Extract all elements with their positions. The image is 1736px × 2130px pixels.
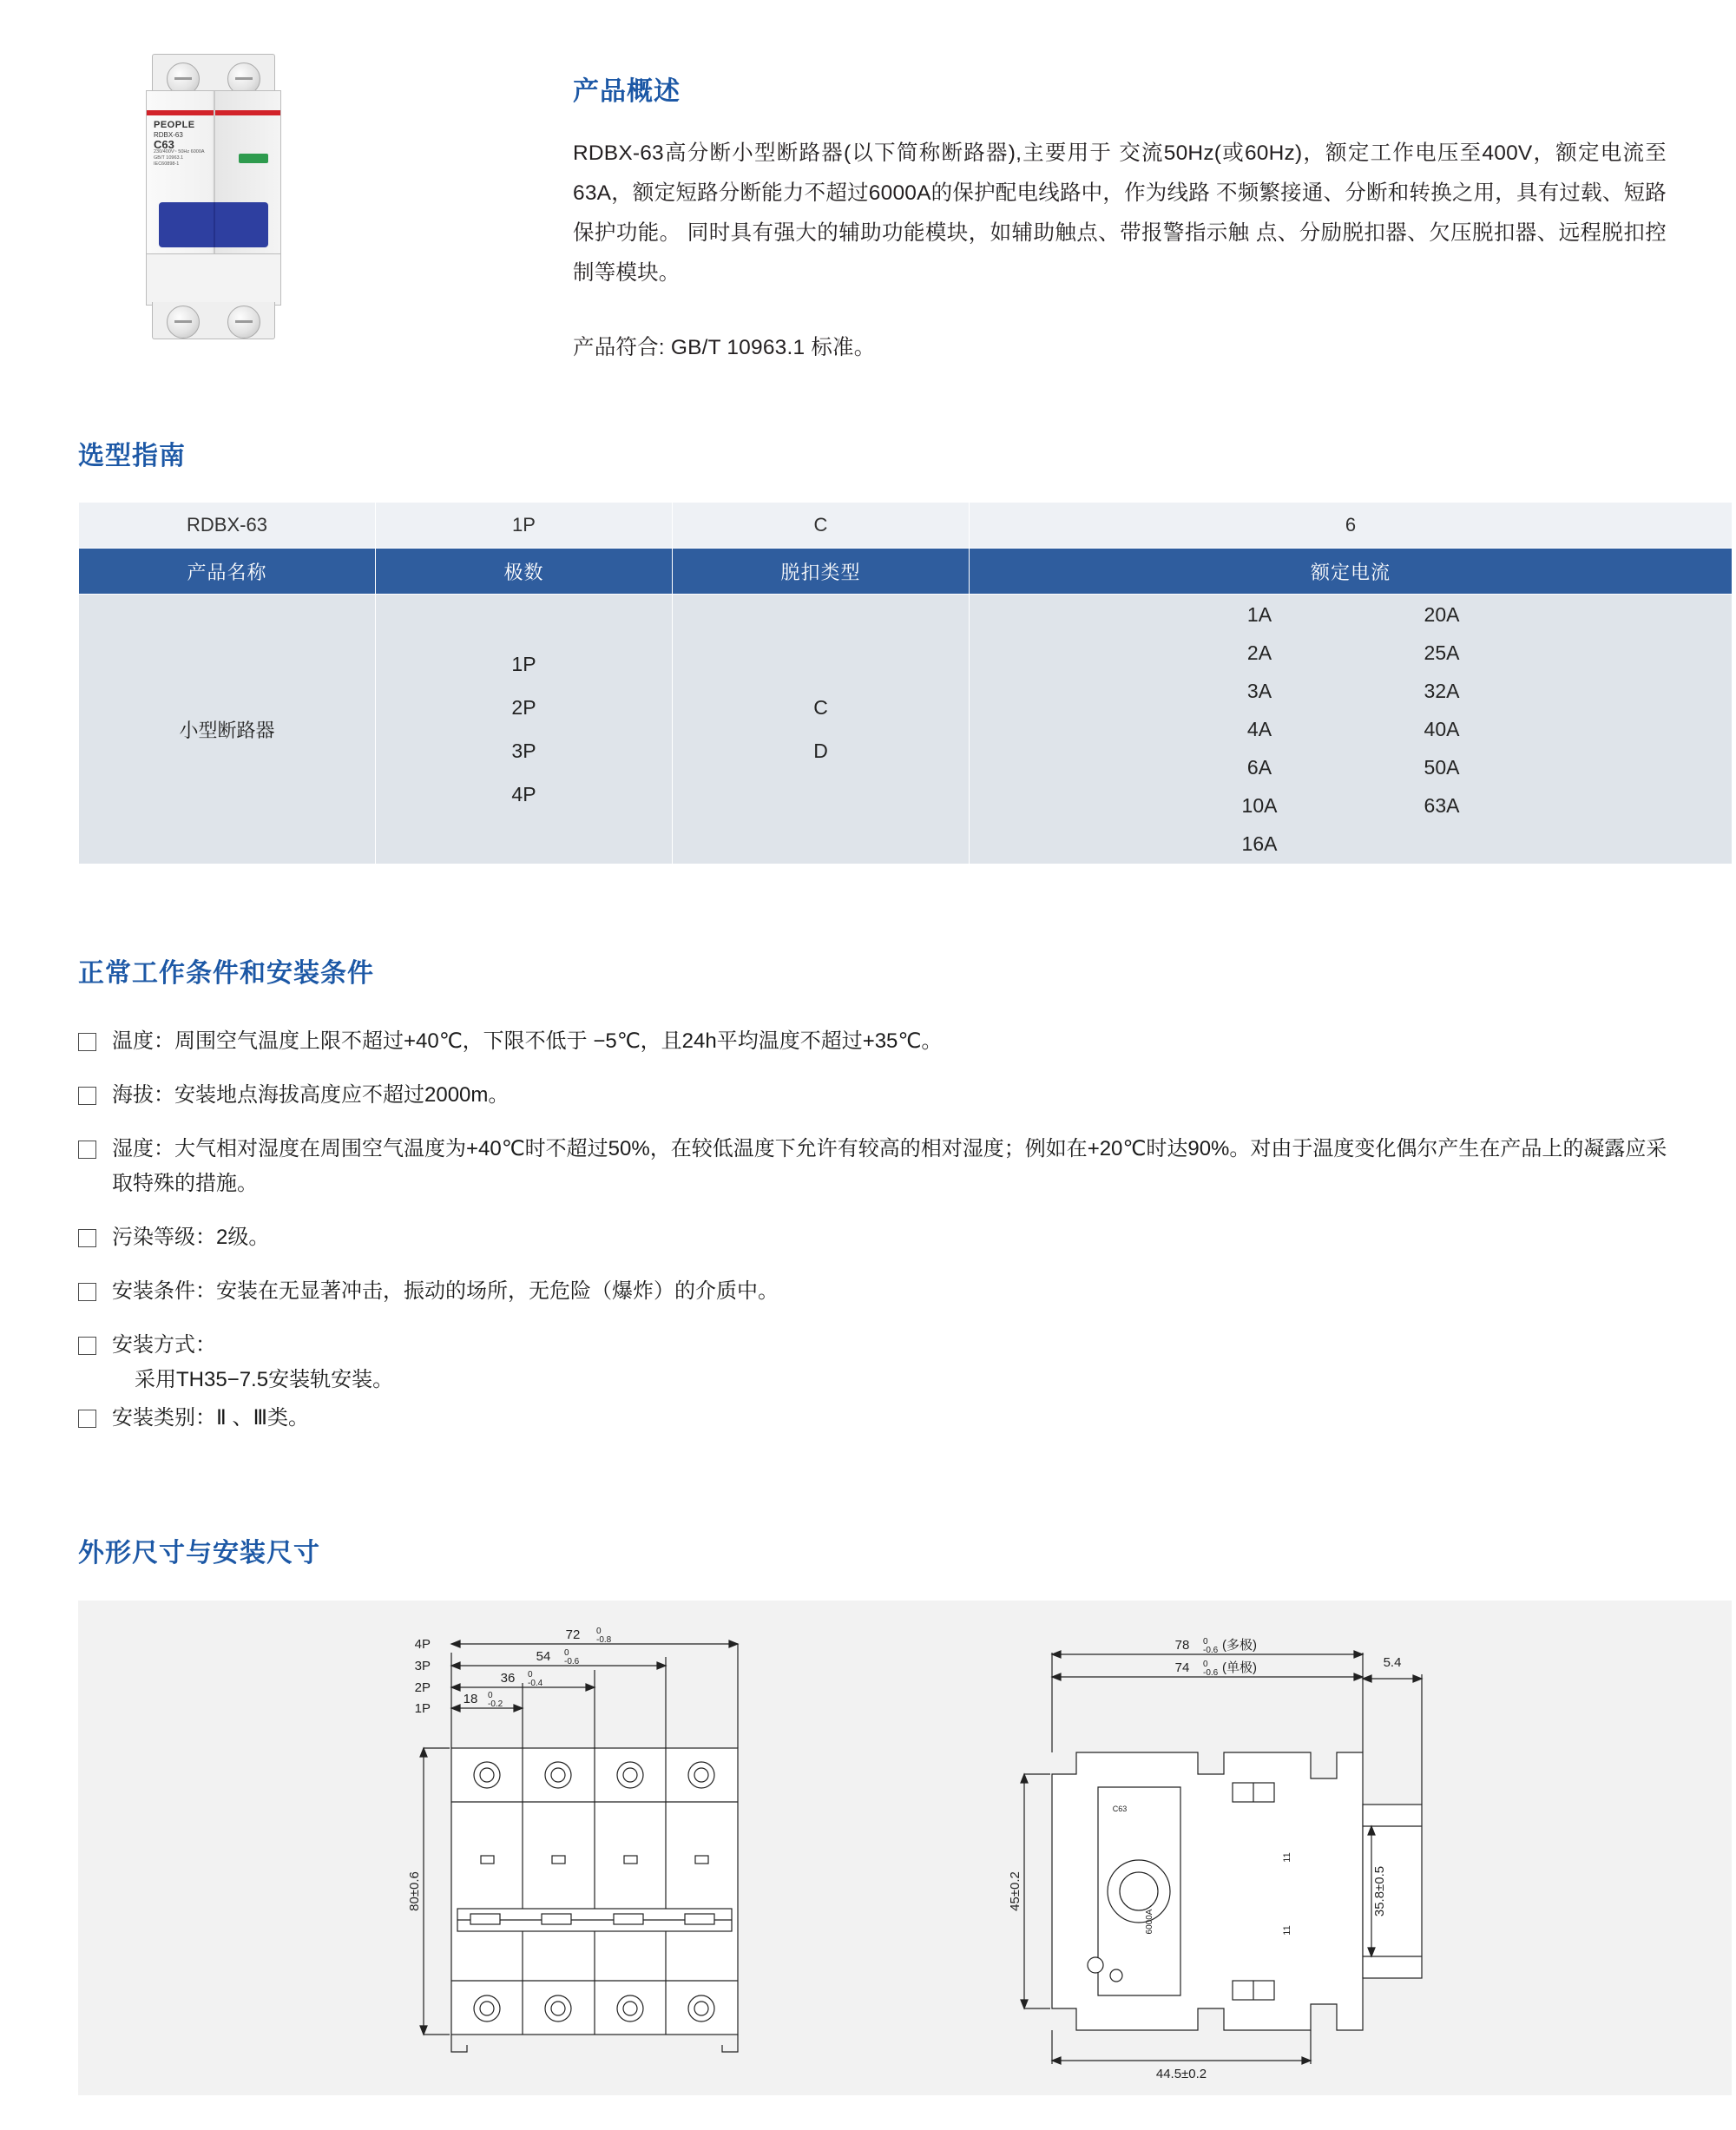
dim-depth-single-tol-up: 0 (1203, 1660, 1208, 1669)
breaker-spec-line-1: 230/400V~ 50Hz 6000A (154, 149, 205, 154)
breaker-body (146, 90, 281, 257)
breaker-spec-line-3: IEC60898-1 (154, 161, 180, 167)
dim-width-2p-tol-up: 0 (528, 1670, 533, 1680)
dim-width-4p-tol-low: -0.8 (596, 1635, 612, 1645)
dimensions-title: 外形尺寸与安装尺寸 (78, 1539, 320, 1568)
pole-label-1p: 1P (414, 1701, 431, 1716)
working-conditions-section (52, 951, 1684, 1436)
dim-depth-multi-note: (多极) (1222, 1638, 1257, 1653)
dim-depth-multi: 78 (1174, 1638, 1190, 1653)
pole-option: 2P (511, 696, 536, 719)
current-option: 2A (1246, 641, 1272, 664)
table-row-code (79, 503, 1733, 549)
condition-subtext: 采用TH35−7.5安装轨安装。 (135, 1368, 394, 1391)
checkbox-icon (78, 1410, 96, 1428)
breaker-spec-line-2: GB/T 10963.1 (154, 155, 184, 161)
current-option: 40A (1424, 718, 1460, 740)
dim-width-4p: 72 (565, 1627, 581, 1642)
pole-label-2p: 2P (414, 1680, 431, 1695)
current-option: 20A (1424, 603, 1460, 626)
dim-depth-multi-tol-up: 0 (1203, 1637, 1208, 1647)
overview-text-block (573, 35, 1684, 368)
condition-text: 安装类别：Ⅱ 、Ⅲ类。 (112, 1406, 310, 1430)
dim-width-3p-tol-low: -0.6 (564, 1657, 580, 1667)
product-overview-section (52, 35, 1684, 368)
dim-terminal-depth-1: 11 (1282, 1852, 1292, 1863)
pole-option: 3P (511, 740, 536, 762)
condition-text: 安装条件：安装在无显著冲击，振动的场所，无危险（爆炸）的介质中。 (112, 1279, 779, 1303)
checkbox-icon (78, 1141, 96, 1159)
condition-text: 温度：周围空气温度上限不超过+40℃，下限不低于 −5℃，且24h平均温度不超过+35℃。 (112, 1029, 943, 1053)
dim-depth-single-note: (单极) (1222, 1660, 1257, 1675)
breaker-model-text: RDBX-63 (154, 131, 183, 139)
code-cell-product: RDBX-63 (79, 503, 376, 549)
current-option: 32A (1424, 680, 1460, 702)
current-option: 3A (1246, 680, 1272, 702)
current-option: 10A (1241, 794, 1278, 817)
dim-width-3p-tol-up: 0 (564, 1648, 569, 1658)
breaker-status-indicator (239, 154, 268, 163)
overview-paragraph-1: RDBX-63高分断小型断路器(以下简称断路器),主要用于 交流50Hz(或60Hz)，额定工作电压至400V，额定电流至63A，额定短路分断能力不超过6000A的保护配电线路中，作为线路 不频繁接通、分断和转换之用，具有过载、短路保护功能。 同时具有强大的辅助功能模块，如辅助触点、带报警指示触 点、分励脱扣器、欠压脱扣器、远程脱扣控制等模块。 (573, 141, 1667, 285)
list-item (78, 1274, 1684, 1309)
dim-width-2p-tol-low: -0.4 (528, 1679, 543, 1688)
current-option: 25A (1424, 641, 1460, 664)
breaker-illustration (130, 54, 295, 340)
side-inner-note-2: C63 (1112, 1805, 1128, 1813)
code-cell-poles: 1P (376, 503, 673, 549)
breaker-lower-body (146, 253, 281, 306)
dim-width-3p: 54 (536, 1649, 551, 1664)
dimension-drawings (78, 1601, 1732, 2095)
list-item (78, 1328, 1684, 1397)
header-cell-product-name: 产品名称 (79, 549, 376, 595)
current-option: 1A (1246, 603, 1272, 626)
header-cell-poles: 极数 (376, 549, 673, 595)
dim-height-front: 80±0.6 (407, 1871, 422, 1911)
breaker-brand-text: PEOPLE (154, 120, 195, 130)
current-option: 50A (1424, 756, 1460, 779)
condition-label: 安装方式： (112, 1333, 216, 1357)
header-cell-rated-current: 额定电流 (970, 549, 1733, 595)
dim-top-offset: 5.4 (1383, 1655, 1402, 1670)
list-item (78, 1220, 1684, 1255)
body-cell-product-name: 小型断路器 (79, 595, 376, 864)
dim-width-1p: 18 (463, 1692, 478, 1706)
overview-title: 产品概述 (573, 77, 681, 106)
list-item (78, 1401, 1684, 1436)
product-photo (78, 35, 538, 340)
trip-option: D (813, 740, 828, 762)
list-item (78, 1078, 1684, 1113)
body-cell-rated-current (970, 595, 1733, 864)
pole-option: 1P (511, 653, 536, 675)
body-cell-trip-type (673, 595, 970, 864)
dim-depth-multi-tol-low: -0.6 (1203, 1646, 1219, 1655)
dim-rail-height: 35.8±0.5 (1372, 1865, 1387, 1917)
breaker-toggle-lever (159, 202, 268, 247)
table-row-body (79, 595, 1733, 864)
selection-guide-section (52, 434, 1684, 864)
dim-width-1p-tol-low: -0.2 (488, 1699, 503, 1709)
conditions-list (78, 1024, 1684, 1436)
list-item (78, 1024, 1684, 1059)
list-item (78, 1132, 1684, 1201)
breaker-terminal-screw-bottom-right (227, 306, 260, 339)
dim-width-4p-tol-up: 0 (596, 1627, 602, 1636)
dim-base-width: 44.5±0.2 (1155, 2067, 1207, 2081)
working-conditions-title: 正常工作条件和安装条件 (78, 959, 374, 988)
body-cell-poles (376, 595, 673, 864)
current-option: 16A (1241, 832, 1278, 855)
dimensions-panel (78, 1601, 1732, 2095)
header-cell-trip-type: 脱扣类型 (673, 549, 970, 595)
condition-text: 海拔：安装地点海拔高度应不超过2000m。 (112, 1083, 510, 1107)
breaker-printed-label (154, 121, 205, 168)
current-option: 63A (1424, 794, 1460, 817)
condition-text: 湿度：大气相对湿度在周围空气温度为+40℃时不超过50%，在较低温度下允许有较高的相对湿度；例如在+20℃时达90%。对由于温度变化偶尔产生在产品上的凝露应采取特殊的措施。 (112, 1137, 1667, 1195)
side-inner-note-1: 6000A (1145, 1909, 1154, 1935)
breaker-rating-text: C63 (154, 138, 174, 151)
checkbox-icon (78, 1229, 96, 1247)
breaker-terminal-screw-bottom-left (167, 306, 200, 339)
dim-depth-single-tol-low: -0.6 (1203, 1668, 1219, 1678)
dimensions-section (52, 1531, 1684, 2095)
checkbox-icon (78, 1337, 96, 1355)
selection-guide-title: 选型指南 (78, 442, 186, 470)
current-option: 4A (1246, 718, 1272, 740)
pole-label-3p: 3P (414, 1659, 431, 1673)
dim-terminal-depth-2: 11 (1282, 1925, 1292, 1936)
checkbox-icon (78, 1087, 96, 1105)
code-cell-current: 6 (970, 503, 1733, 549)
table-row-header (79, 549, 1733, 595)
dim-width-2p: 36 (500, 1671, 516, 1686)
current-option-empty (1377, 825, 1507, 863)
code-cell-trip: C (673, 503, 970, 549)
trip-option: C (813, 696, 828, 719)
checkbox-icon (78, 1033, 96, 1051)
dim-height-side: 45±0.2 (1008, 1871, 1023, 1911)
selection-guide-table (78, 502, 1733, 864)
pole-option: 4P (511, 783, 536, 805)
current-options-grid (1194, 595, 1507, 863)
checkbox-icon (78, 1283, 96, 1301)
dim-depth-single: 74 (1174, 1660, 1190, 1675)
condition-text (112, 1328, 1684, 1397)
overview-paragraph-2: 产品符合: GB/T 10963.1 标准。 (573, 336, 876, 359)
condition-text: 污染等级：2级。 (112, 1226, 270, 1249)
pole-label-4p: 4P (414, 1637, 431, 1652)
dim-width-1p-tol-up: 0 (488, 1691, 493, 1700)
current-option: 6A (1246, 756, 1272, 779)
